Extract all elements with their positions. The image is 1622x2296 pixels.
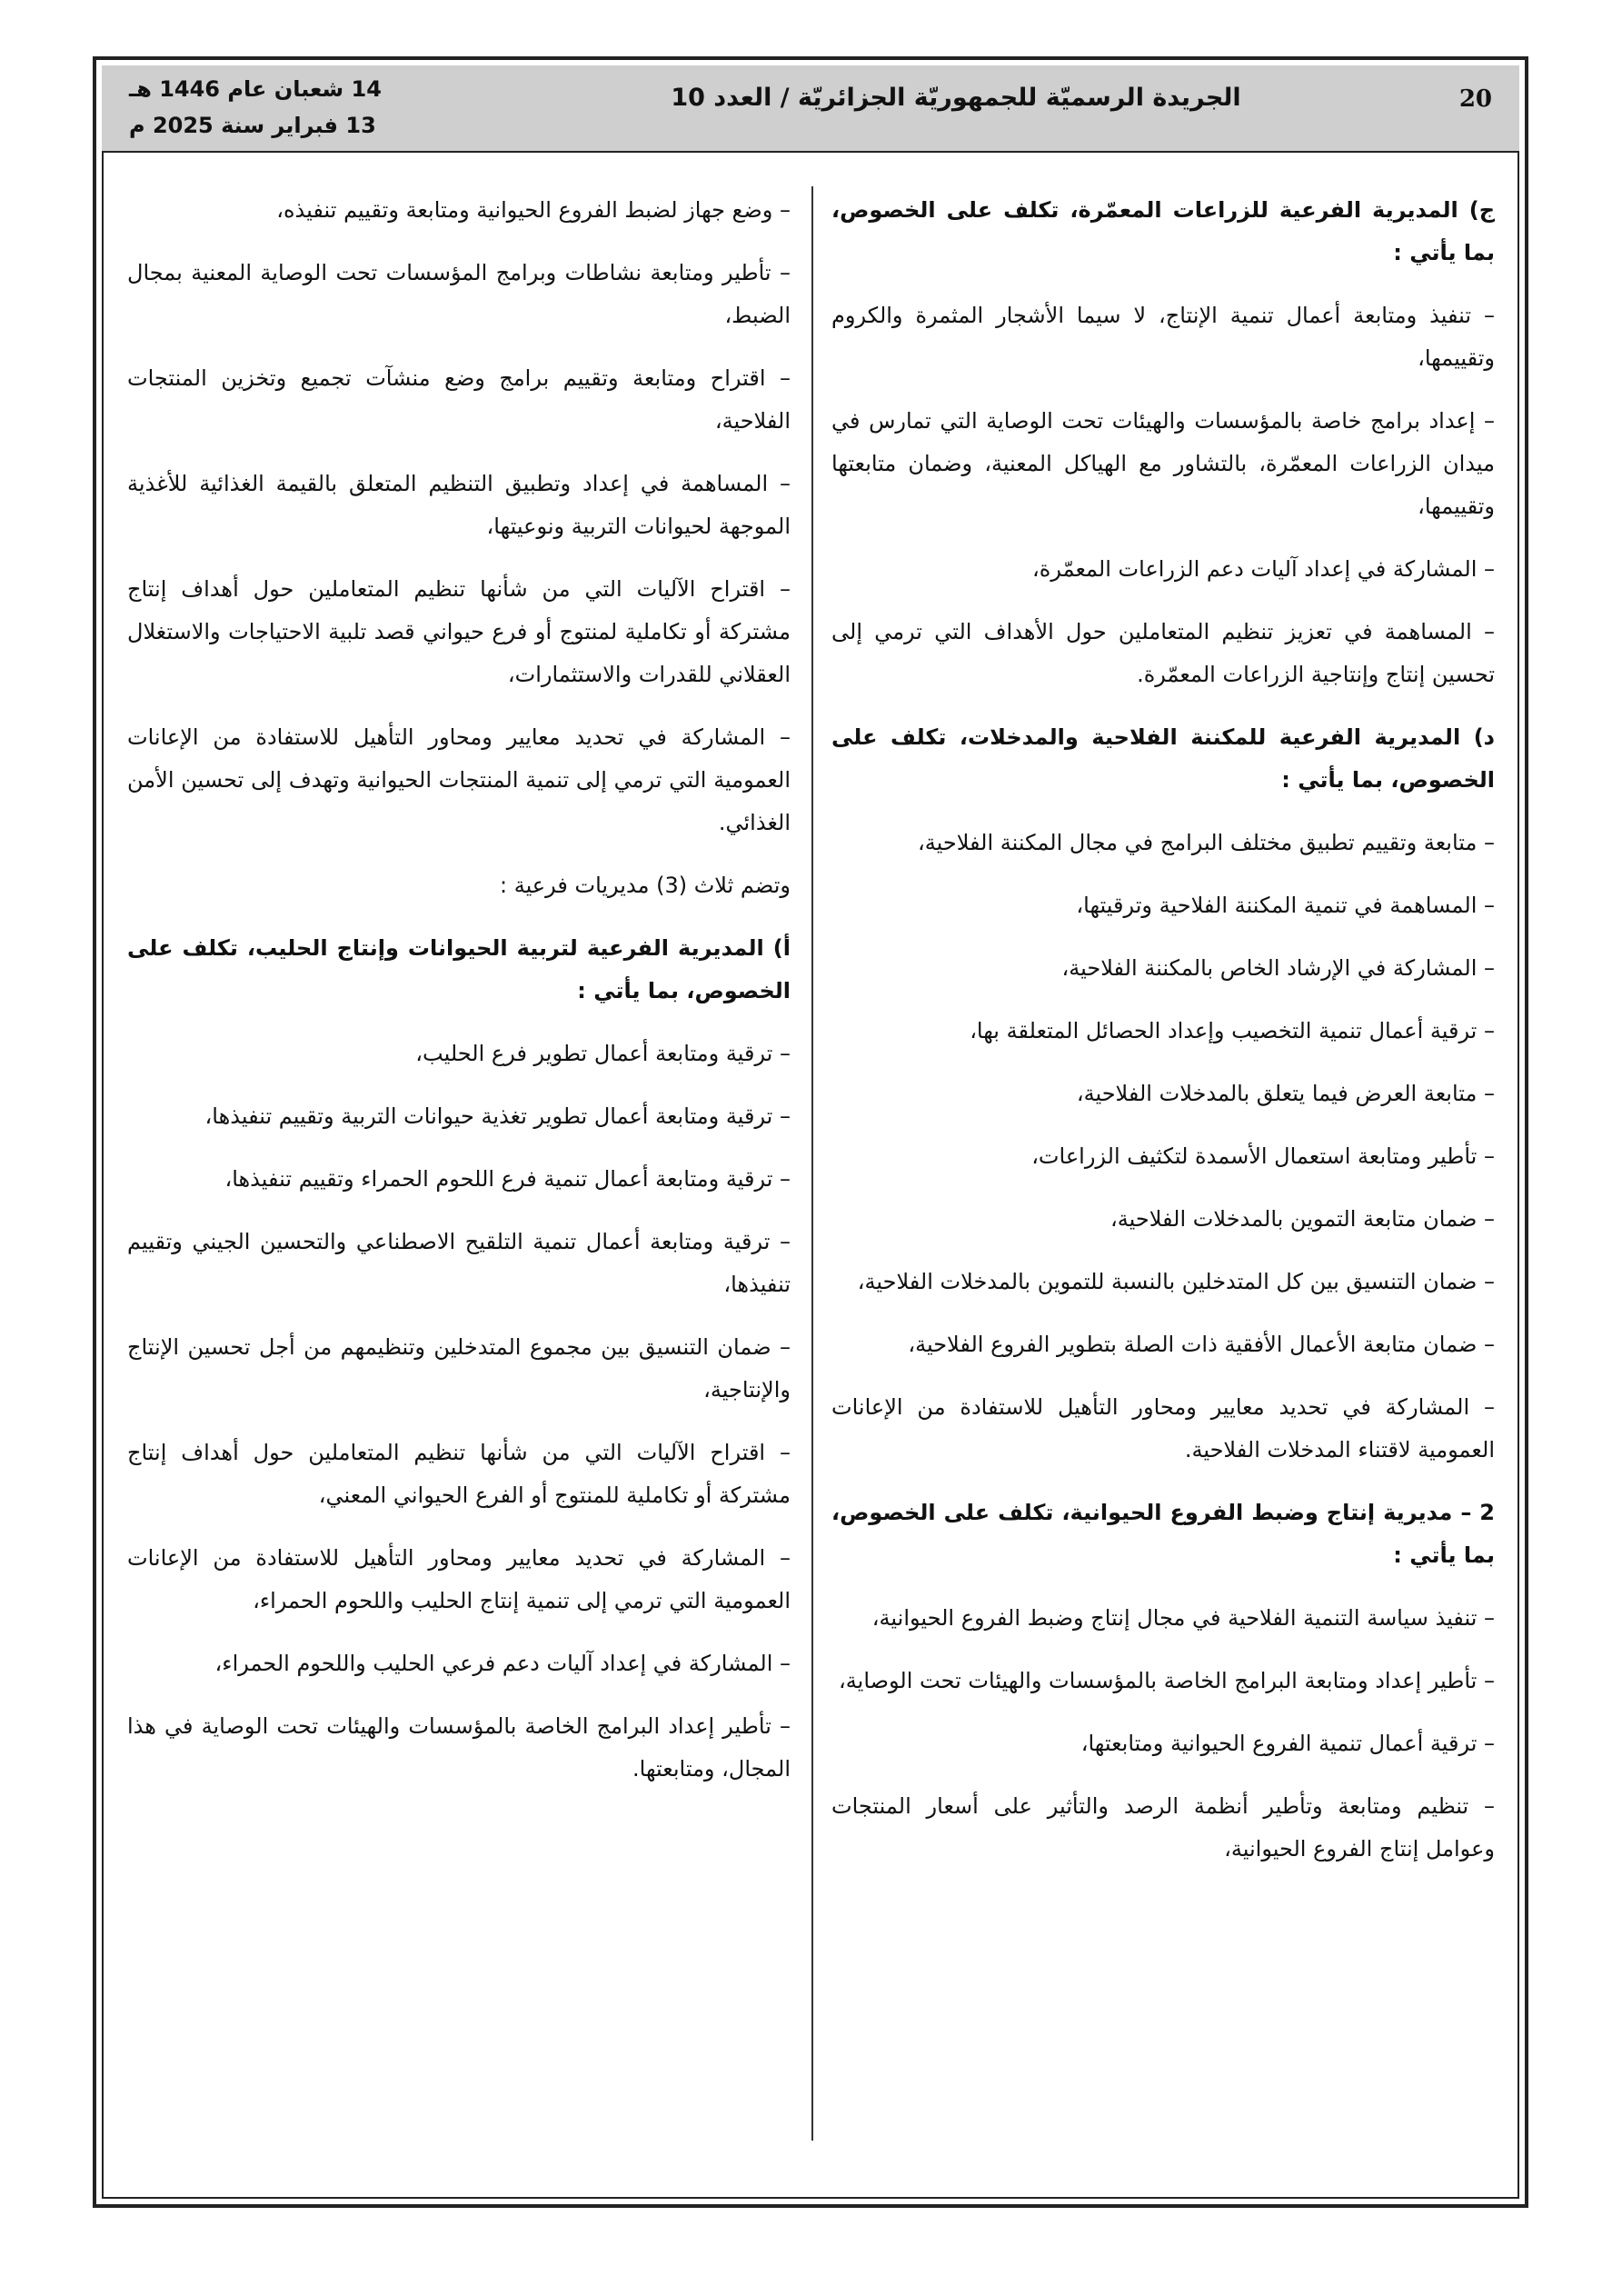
paragraph: – المساهمة في تعزيز تنظيم المتعاملين حول الأهداف التي ترمي إلى تحسين إنتاج وإنتاجية الزراعات المعمّرة.: [831, 619, 1495, 687]
paragraph: – ترقية أعمال تنمية الفروع الحيوانية ومتابعتها،: [1080, 1731, 1495, 1756]
paragraph: – اقتراح ومتابعة وتقييم برامج وضع منشآت تجميع وتخزين المنتجات الفلاحية،: [127, 365, 791, 434]
paragraph: – ضمان التنسيق بين مجموع المتدخلين وتنظيمهم من أجل تحسين الإنتاج والإنتاجية،: [127, 1334, 791, 1403]
page-header: [102, 65, 1519, 153]
page-number: 20: [1458, 85, 1492, 113]
paragraph: – تأطير ومتابعة نشاطات وبرامج المؤسسات تحت الوصاية المعنية بمجال الضبط،: [127, 260, 791, 328]
paragraph: – المشاركة في إعداد آليات دعم فرعي الحليب واللحوم الحمراء،: [214, 1651, 791, 1676]
paragraph: – اقتراح الآليات التي من شأنها تنظيم المتعاملين حول أهداف إنتاج مشتركة أو تكاملية لمنتوج أو فرع حيواني قصد تلبية الاحتياجات والاستغلال العقلاني للقدرات والاستثمارات،: [127, 576, 791, 687]
paragraph: – وضع جهاز لضبط الفروع الحيوانية ومتابعة وتقييم تنفيذه،: [276, 197, 791, 223]
paragraph: – متابعة وتقييم تطبيق مختلف البرامج في مجال المكننة الفلاحية،: [918, 830, 1495, 855]
paragraph: – تنفيذ سياسة التنمية الفلاحية في مجال إنتاج وضبط الفروع الحيوانية،: [871, 1605, 1495, 1631]
paragraph: – تأطير إعداد البرامج الخاصة بالمؤسسات والهيئات تحت الوصاية في هذا المجال، ومتابعتها.: [127, 1713, 791, 1782]
paragraph: – تنظيم ومتابعة وتأطير أنظمة الرصد والتأثير على أسعار المنتجات وعوامل إنتاج الفروع الحيوانية،: [831, 1793, 1495, 1862]
paragraph: – ترقية ومتابعة أعمال تنمية فرع اللحوم الحمراء وتقييم تنفيذها،: [224, 1166, 791, 1192]
paragraph: – تنفيذ ومتابعة أعمال تنمية الإنتاج، لا سيما الأشجار المثمرة والكروم وتقييمها،: [831, 303, 1495, 371]
section-heading: 2 – مديرية إنتاج وضبط الفروع الحيوانية، تكلف على الخصوص، بما يأتي :: [831, 1500, 1495, 1568]
issue-date: [129, 71, 382, 144]
paragraph: – ترقية ومتابعة أعمال تطوير تغذية حيوانات التربية وتقييم تنفيذها،: [204, 1103, 791, 1129]
paragraph: – ترقية أعمال تنمية التخصيب وإعداد الحصائل المتعلقة بها،: [970, 1018, 1495, 1043]
paragraph: وتضم ثلاث (3) مديريات فرعية :: [499, 873, 791, 898]
paragraph: – المشاركة في تحديد معايير ومحاور التأهيل للاستفادة من الإعانات العمومية التي ترمي إلى تنمية المنتجات الحيوانية وتهدف إلى تحسين الأمن الغذائي.: [127, 724, 791, 835]
section-heading: أ) المديرية الفرعية لتربية الحيوانات وإنتاج الحليب، تكلف على الخصوص، بما يأتي :: [127, 935, 791, 1003]
section-heading: د) المديرية الفرعية للمكننة الفلاحية والمدخلات، تكلف على الخصوص، بما يأتي :: [831, 724, 1495, 793]
paragraph: – اقتراح الآليات التي من شأنها تنظيم المتعاملين حول أهداف إنتاج مشتركة أو تكاملية للمنتوج أو الفرع الحيواني المعني،: [127, 1440, 791, 1508]
paragraph: – ترقية ومتابعة أعمال تنمية التلقيح الاصطناعي والتحسين الجيني وتقييم تنفيذها،: [127, 1229, 791, 1297]
paragraph: – المساهمة في تنمية المكننة الفلاحية وترقيتها،: [1076, 893, 1495, 918]
section-heading: ج) المديرية الفرعية للزراعات المعمّرة، تكلف على الخصوص، بما يأتي :: [831, 197, 1495, 265]
paragraph: – ضمان التنسيق بين كل المتدخلين بالنسبة للتموين بالمدخلات الفلاحية،: [857, 1269, 1495, 1294]
paragraph: – المشاركة في تحديد معايير ومحاور التأهيل للاستفادة من الإعانات العمومية لاقتناء المدخلات الفلاحية.: [831, 1394, 1495, 1462]
paragraph: – المساهمة في إعداد وتطبيق التنظيم المتعلق بالقيمة الغذائية للأغذية الموجهة لحيوانات التربية ونوعيتها،: [127, 471, 791, 539]
paragraph: – تأطير ومتابعة استعمال الأسمدة لتكثيف الزراعات،: [1031, 1143, 1495, 1169]
paragraph: – ترقية ومتابعة أعمال تطوير فرع الحليب،: [415, 1041, 791, 1066]
date-gregorian: 13 فبراير سنة 2025 م: [129, 113, 376, 138]
journal-title: الجريدة الرسميّة للجمهوريّة الجزائريّة / العدد 10: [671, 84, 1241, 112]
right-column: [831, 189, 1495, 1891]
column-divider: [811, 186, 813, 2141]
paragraph: – ضمان متابعة الأعمال الأفقية ذات الصلة بتطوير الفروع الفلاحية،: [908, 1332, 1495, 1357]
paragraph: – إعداد برامج خاصة بالمؤسسات والهيئات تحت الوصاية التي تمارس في ميدان الزراعات المعمّرة، بالتشاور مع الهياكل المعنية، وضمان متابعتها وتقييمها،: [831, 408, 1495, 519]
paragraph: – متابعة العرض فيما يتعلق بالمدخلات الفلاحية،: [1076, 1081, 1495, 1106]
date-hijri: 14 شعبان عام 1446 هـ: [129, 76, 382, 102]
paragraph: – تأطير إعداد ومتابعة البرامج الخاصة بالمؤسسات والهيئات تحت الوصاية،: [839, 1668, 1495, 1693]
paragraph: – المشاركة في إعداد آليات دعم الزراعات المعمّرة،: [1032, 556, 1495, 582]
left-column: [127, 189, 791, 1811]
paragraph: – المشاركة في تحديد معايير ومحاور التأهيل للاستفادة من الإعانات العمومية التي ترمي إلى تنمية إنتاج الحليب واللحوم الحمراء،: [127, 1545, 791, 1613]
paragraph: – المشاركة في الإرشاد الخاص بالمكننة الفلاحية،: [1061, 955, 1495, 981]
paragraph: – ضمان متابعة التموين بالمدخلات الفلاحية،: [1110, 1206, 1495, 1232]
